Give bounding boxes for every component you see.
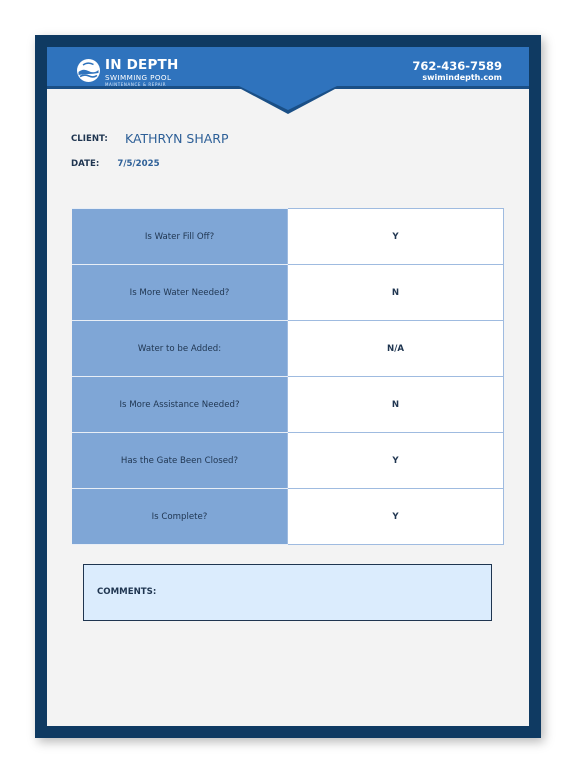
client-row (71, 128, 229, 147)
date-row (71, 153, 160, 172)
checklist-question: Water to be Added: (72, 321, 288, 377)
wave-ball-icon (76, 58, 101, 83)
checklist-answer: Y (288, 489, 504, 545)
table-row (72, 265, 504, 321)
date-value: 7/5/2025 (117, 158, 160, 169)
checklist-question: Has the Gate Been Closed? (72, 433, 288, 489)
table-row (72, 377, 504, 433)
checklist-question: Is More Water Needed? (72, 265, 288, 321)
table-row (72, 321, 504, 377)
header-band (47, 47, 529, 117)
client-label: CLIENT: (71, 133, 108, 144)
table-row (72, 209, 504, 265)
comments-label: COMMENTS: (97, 587, 157, 597)
client-name: KATHRYN SHARP (124, 131, 229, 146)
phone-number: 762-436-7589 (412, 59, 502, 73)
service-checklist-table (72, 208, 504, 545)
website-link[interactable]: swimindepth.com (422, 73, 502, 82)
table-row (72, 489, 504, 545)
brand-tagline: MAINTENANCE & REPAIR (105, 82, 167, 87)
document-frame (35, 35, 541, 738)
brand-name: IN DEPTH (105, 57, 179, 73)
date-label: DATE: (71, 158, 100, 169)
checklist-answer: Y (288, 433, 504, 489)
checklist-question: Is More Assistance Needed? (72, 377, 288, 433)
comments-box (83, 564, 492, 621)
checklist-answer: N/A (288, 321, 504, 377)
checklist-answer: Y (288, 209, 504, 265)
checklist-answer: N (288, 265, 504, 321)
report-sheet (47, 47, 529, 726)
contact-block (412, 59, 502, 83)
checklist-question: Is Water Fill Off? (72, 209, 288, 265)
checklist-question: Is Complete? (72, 489, 288, 545)
brand-subtitle: SWIMMING POOL (105, 73, 172, 82)
table-row (72, 433, 504, 489)
checklist-answer: N (288, 377, 504, 433)
